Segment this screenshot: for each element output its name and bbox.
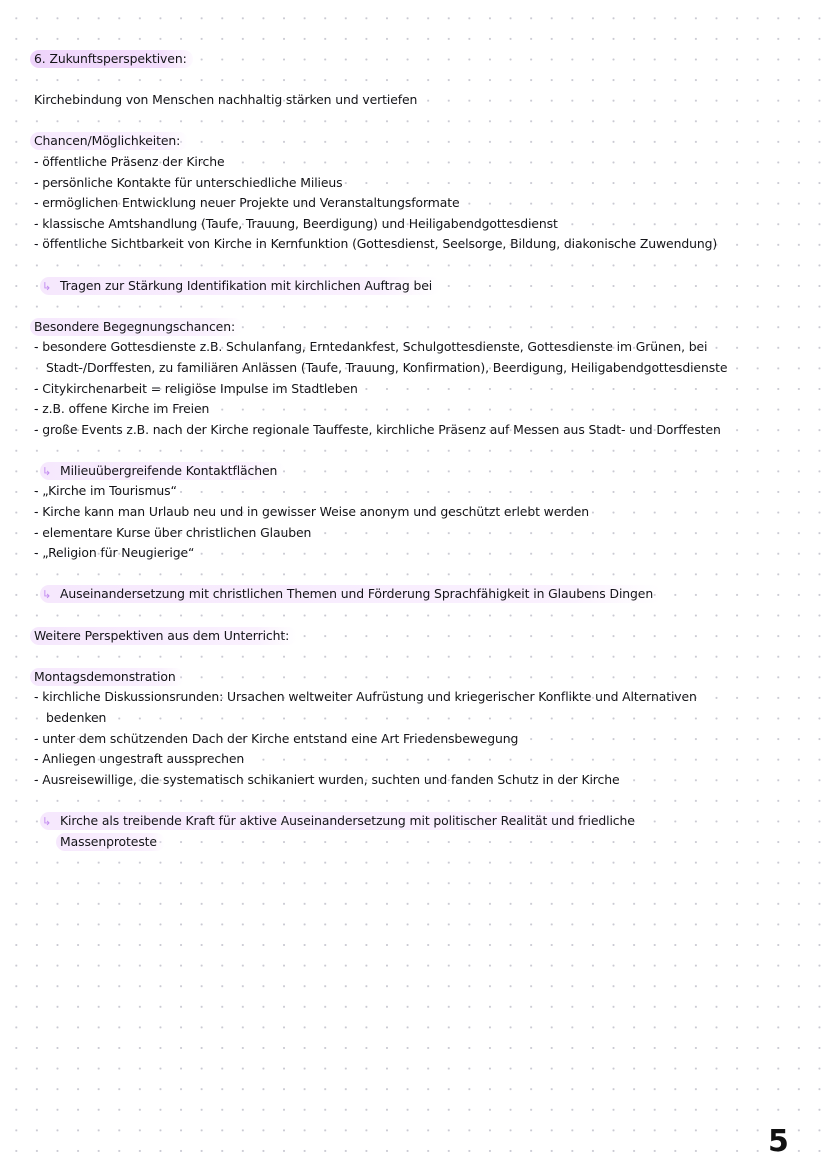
chancen-item: - persönliche Kontakte für unterschiedliche Milieus	[34, 174, 343, 190]
weitere-item: - kirchliche Diskussionsrunden: Ursachen weltweiter Aufrüstung und kriegerischer Konflikte und Alternativen	[34, 689, 697, 705]
page-number: 5	[768, 1124, 789, 1159]
weitere-subheading: Montagsdemonstration	[30, 668, 184, 686]
weitere-item: - Ausreisewillige, die systematisch schikaniert wurden, suchten und fanden Schutz in der Kirche	[34, 771, 620, 787]
arrow-right-icon: ↳	[42, 814, 52, 828]
section-title: 6. Zukunftsperspektiven:	[30, 50, 193, 68]
begegnung-item: - elementare Kurse über christlichen Glauben	[34, 524, 312, 540]
section-title-row	[34, 49, 814, 70]
chancen-heading-row	[34, 131, 814, 152]
weitere-heading: Weitere Perspektiven aus dem Unterricht:	[30, 627, 297, 645]
weitere-conclusion-line1: Kirche als treibende Kraft für aktive Auseinandersetzung mit politischer Realität und friedliche	[60, 812, 635, 828]
begegnung-conclusion: Auseinandersetzung mit christlichen Themen und Förderung Sprachfähigkeit in Glaubens Dingen	[60, 586, 654, 602]
weitere-conclusion-line2: Massenproteste	[56, 833, 165, 851]
begegnung-arrow-row	[34, 461, 814, 482]
begegnung-heading-row	[34, 317, 814, 338]
weitere-item: - unter dem schützenden Dach der Kirche entstand eine Art Friedensbewegung	[34, 730, 519, 746]
weitere-subheading-row	[34, 667, 814, 688]
weitere-item-continued: bedenken	[46, 710, 107, 725]
chancen-conclusion: Tragen zur Stärkung Identifikation mit kirchlichen Auftrag bei	[60, 277, 433, 293]
begegnung-item: - Citykirchenarbeit = religiöse Impulse im Stadtleben	[34, 380, 358, 396]
chancen-heading: Chancen/Möglichkeiten:	[30, 132, 188, 150]
weitere-heading-row	[34, 626, 814, 647]
chancen-item: - klassische Amtshandlung (Taufe, Trauung, Beerdigung) und Heiligabendgottesdienst	[34, 215, 558, 231]
arrow-right-icon: ↳	[42, 464, 52, 478]
begegnung-item: - große Events z.B. nach der Kirche regionale Tauffeste, kirchliche Präsenz auf Messen aus Stadt- und Dorffesten	[34, 421, 721, 437]
chancen-conclusion-row	[34, 276, 814, 297]
begegnung-arrow-text: Milieuübergreifende Kontaktflächen	[60, 462, 278, 478]
begegnung-item: - „Religion für Neugierige“	[34, 545, 195, 561]
begegnung-item-continued: Stadt-/Dorffesten, zu familiären Anlässen (Taufe, Trauung, Konfirmation), Beerdigung, Heiligabendgottesdienste	[46, 359, 728, 375]
begegnung-item: - „Kirche im Tourismus“	[34, 483, 177, 499]
notes-page	[34, 49, 814, 852]
chancen-item: - öffentliche Präsenz der Kirche	[34, 153, 225, 169]
weitere-item: - Anliegen ungestraft aussprechen	[34, 751, 245, 767]
arrow-right-icon: ↳	[42, 279, 52, 293]
weitere-conclusion-row	[34, 811, 814, 832]
begegnung-item: - Kirche kann man Urlaub neu und in gewisser Weise anonym und geschützt erlebt werden	[34, 504, 590, 520]
intro-text: Kirchebindung von Menschen nachhaltig stärken und vertiefen	[34, 92, 418, 108]
begegnung-conclusion-row	[34, 584, 814, 605]
chancen-item: - öffentliche Sichtbarkeit von Kirche in Kernfunktion (Gottesdienst, Seelsorge, Bildung, diakonische Zuwendung)	[34, 236, 718, 252]
begegnung-item: - z.B. offene Kirche im Freien	[34, 401, 210, 417]
chancen-item: - ermöglichen Entwicklung neuer Projekte und Veranstaltungsformate	[34, 195, 460, 211]
arrow-right-icon: ↳	[42, 588, 52, 602]
begegnung-item: - besondere Gottesdienste z.B. Schulanfang, Erntedankfest, Schulgottesdienste, Gottesdienste im Grünen, bei	[34, 339, 708, 355]
begegnung-heading: Besondere Begegnungschancen:	[30, 318, 243, 336]
weitere-conclusion-line2-row	[34, 832, 814, 853]
